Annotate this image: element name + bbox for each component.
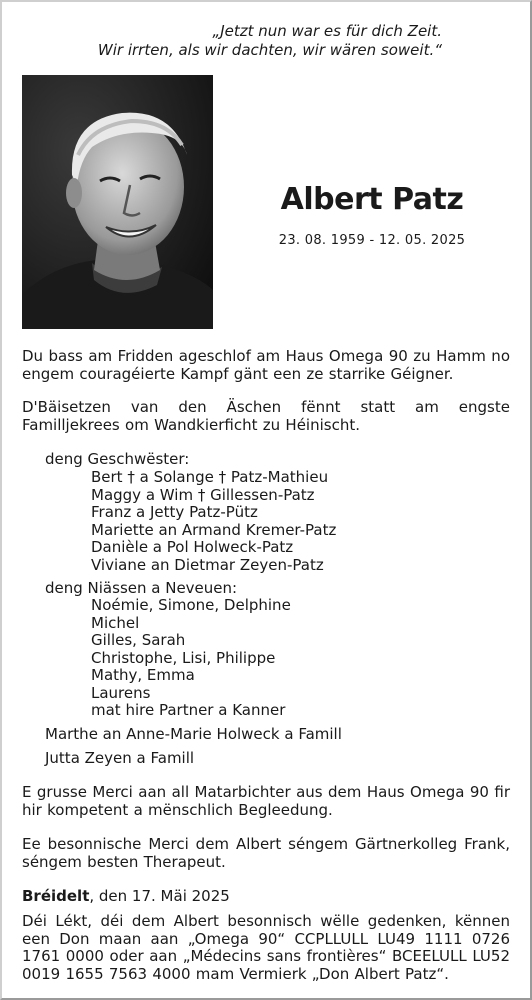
siblings-heading: deng Geschwëster: — [45, 450, 190, 468]
portrait-photo — [22, 75, 213, 329]
nieces-heading: deng Niässen a Neveuen: — [45, 579, 238, 597]
date: , den 17. Mäi 2025 — [89, 887, 230, 905]
portrait-illustration — [22, 75, 213, 329]
place-date-line — [22, 888, 230, 906]
opening-quote — [22, 22, 442, 60]
list-item: Mariette an Armand Kremer-Patz — [91, 520, 337, 539]
list-item: Franz a Jetty Patz-Pütz — [91, 503, 258, 521]
intro-paragraph: Du bass am Fridden ageschlof am Haus Omega 90 zu Hamm no engem couragéierte Kampf gänt een ze starrike Géigner. — [22, 347, 510, 383]
special-thanks-paragraph: Ee besonnische Merci dem Albert séngem Gärtnerkolleg Frank, séngem besten Therapeut. — [22, 835, 510, 871]
nieces-list — [91, 597, 291, 720]
list-item: Noémie, Simone, Delphine — [91, 596, 291, 614]
quote-line: Wir irrten, als wir dachten, wir wären soweit.“ — [97, 41, 442, 59]
list-item: mat hire Partner a Kanner — [91, 701, 286, 719]
donation-paragraph: Déi Lékt, déi dem Albert besonnisch wëlle gedenken, kënnen een Don maan aan „Omega 90“ CCPLLULL LU49 1111 0726 1761 0000 oder aan „Médecins sans frontières“ BCEELULL LU52 0019 1655 7563 4000 mam Vermierk „Don Albert Patz“. — [22, 912, 510, 983]
list-item: Gilles, Sarah — [91, 631, 186, 649]
deceased-name: Albert Patz — [280, 182, 464, 217]
siblings-list — [91, 469, 336, 574]
quote-line: „Jetzt nun war es für dich Zeit. — [212, 22, 442, 40]
list-item: Bert † a Solange † Patz-Mathieu — [91, 468, 329, 486]
list-item: Laurens — [91, 683, 151, 702]
burial-paragraph: D'Bäisetzen van den Äschen fënnt statt am engste Familljekrees om Wandkierficht zu Héinischt. — [22, 398, 510, 434]
other-relatives-item: Jutta Zeyen a Famill — [45, 749, 195, 767]
list-item: Mathy, Emma — [91, 666, 195, 684]
list-item: Michel — [91, 613, 140, 632]
life-dates: 23. 08. 1959 - 12. 05. 2025 — [278, 233, 466, 248]
thanks-paragraph: E grusse Merci aan all Matarbichter aus dem Haus Omega 90 fir hir kompetent a mënschlich Begleedung. — [22, 783, 510, 819]
list-item: Viviane an Dietmar Zeyen-Patz — [91, 555, 324, 574]
list-item: Maggy a Wim † Gillessen-Patz — [91, 485, 315, 504]
list-item: Danièle a Pol Holweck-Patz — [91, 538, 294, 556]
list-item: Christophe, Lisi, Philippe — [91, 648, 276, 667]
place: Bréidelt — [22, 887, 90, 905]
other-relatives-item: Marthe an Anne-Marie Holweck a Famill — [45, 725, 342, 743]
